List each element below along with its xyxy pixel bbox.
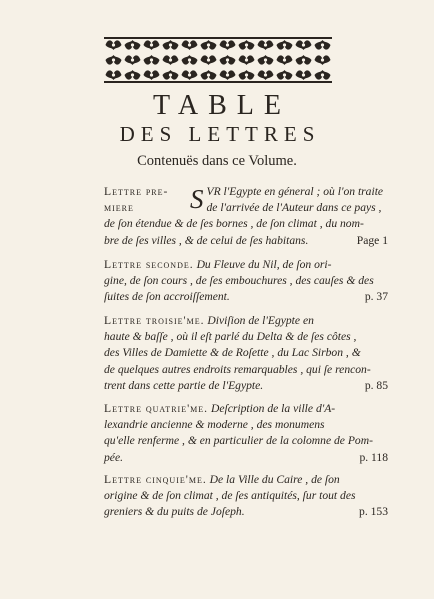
- entry-text-line: ſuites de ſon accroiſſement.: [104, 290, 230, 304]
- entry-text-line: qu'elle renferme , & en particulier de la colomne de Pom-: [104, 434, 373, 448]
- entry-text-line: Du Fleuve du Nil, de ſon ori-: [196, 258, 332, 271]
- entry-text-line: greniers & du puits de Joſeph.: [104, 505, 245, 519]
- entry-text-line: De la Ville du Caire , de ſon: [209, 473, 340, 486]
- fleuron-center-icon: [283, 73, 286, 76]
- entry-text-line: Deſcription de la ville d'A-: [210, 402, 336, 415]
- fleuron-center-icon: [245, 58, 248, 61]
- fleuron-center-icon: [150, 73, 153, 76]
- toc-entry-3: [104, 313, 388, 394]
- fleuron-center-icon: [112, 73, 115, 76]
- page-subtitle: DES LETTRES: [119, 122, 321, 146]
- fleuron-center-icon: [150, 43, 153, 46]
- fleuron-center-icon: [302, 73, 305, 76]
- fleuron-center-icon: [207, 58, 210, 61]
- page-number: p. 118: [359, 450, 388, 464]
- entry-text-line: Diviſion de l'Egypte en: [207, 314, 314, 327]
- fleuron-center-icon: [264, 43, 267, 46]
- fleuron-center-icon: [112, 43, 115, 46]
- fleuron-center-icon: [321, 43, 324, 46]
- fleuron-center-icon: [112, 58, 115, 61]
- fleuron-center-icon: [188, 58, 191, 61]
- fleuron-center-icon: [207, 43, 210, 46]
- fleuron-center-icon: [131, 73, 134, 76]
- entry-text-line: lexandrie ancienne & moderne , des monumens: [104, 418, 325, 432]
- fleuron-center-icon: [302, 58, 305, 61]
- fleuron-center-icon: [169, 43, 172, 46]
- toc-entry-4: [104, 401, 388, 466]
- entry-text-line: gine, de ſon cours , de ſes embouchures , des cauſes & des: [104, 274, 374, 288]
- fleuron-center-icon: [264, 73, 267, 76]
- entry-text-line: pée.: [104, 450, 123, 464]
- fleuron-center-icon: [302, 43, 305, 46]
- entry-text-line: trent dans cette partie de l'Egypte.: [104, 378, 264, 392]
- fleuron-center-icon: [226, 43, 229, 46]
- fleuron-center-icon: [169, 58, 172, 61]
- toc-entry-1: [104, 184, 388, 249]
- entry-label: Lettre troisie'me.: [104, 314, 205, 327]
- page-number: p. 37: [364, 290, 388, 304]
- entry-text-line: VR l'Egypte en géneral ; où l'on traite: [206, 185, 384, 198]
- entry-label: Lettre quatrie'me.: [104, 402, 209, 415]
- fleuron-center-icon: [226, 73, 229, 76]
- fleuron-center-icon: [264, 58, 267, 61]
- drop-cap: S: [190, 184, 204, 214]
- page-number: p. 85: [364, 378, 388, 392]
- toc-entry-5: [104, 472, 388, 521]
- toc-entry-2: [104, 257, 388, 306]
- fleuron-center-icon: [188, 73, 191, 76]
- fleuron-center-icon: [131, 43, 134, 46]
- fleuron-center-icon: [131, 58, 134, 61]
- entry-label-part-1: Lettre pre-: [104, 185, 169, 198]
- page-number: p. 153: [359, 505, 388, 519]
- fleuron-center-icon: [283, 43, 286, 46]
- fleuron-center-icon: [226, 58, 229, 61]
- entry-label: [104, 184, 188, 216]
- fleuron-center-icon: [150, 58, 153, 61]
- entry-text-line: haute & baſſe , où il eſt parlé du Delta & de ſes côtes ,: [104, 330, 357, 344]
- entry-text-line: de l'arrivée de l'Auteur dans ce pays ,: [206, 201, 382, 215]
- entry-label: Lettre cinquie'me.: [104, 473, 207, 486]
- entry-label: Lettre seconde.: [104, 258, 194, 271]
- fleuron-center-icon: [207, 73, 210, 76]
- fleuron-center-icon: [283, 58, 286, 61]
- page-title: TABLE: [153, 90, 291, 121]
- entry-text-line: de ſon étendue & de ſes bornes , de ſon climat , du nom-: [104, 217, 364, 231]
- fleuron-center-icon: [245, 73, 248, 76]
- fleuron-center-icon: [169, 73, 172, 76]
- fleuron-center-icon: [321, 73, 324, 76]
- page-number: Page 1: [356, 233, 388, 247]
- fleuron-center-icon: [321, 58, 324, 61]
- printer-ornament-band: [104, 37, 332, 83]
- entry-text-line: de quelques autres endroits remarquables , qui ſe rencon-: [104, 362, 371, 376]
- page-caption: Contenuës dans ce Volume.: [137, 153, 297, 169]
- entry-label-part-2: miere: [104, 201, 134, 215]
- fleuron-center-icon: [245, 43, 248, 46]
- fleuron-center-icon: [188, 43, 191, 46]
- entry-text-line: origine & de ſon climat , de ſes antiquités, ſur tout des: [104, 489, 356, 503]
- entry-text-line: bre de ſes villes , & de celui de ſes habitans.: [104, 233, 309, 247]
- entry-text-line: des Villes de Damiette & de Roſette , du Lac Sirbon , &: [104, 346, 361, 360]
